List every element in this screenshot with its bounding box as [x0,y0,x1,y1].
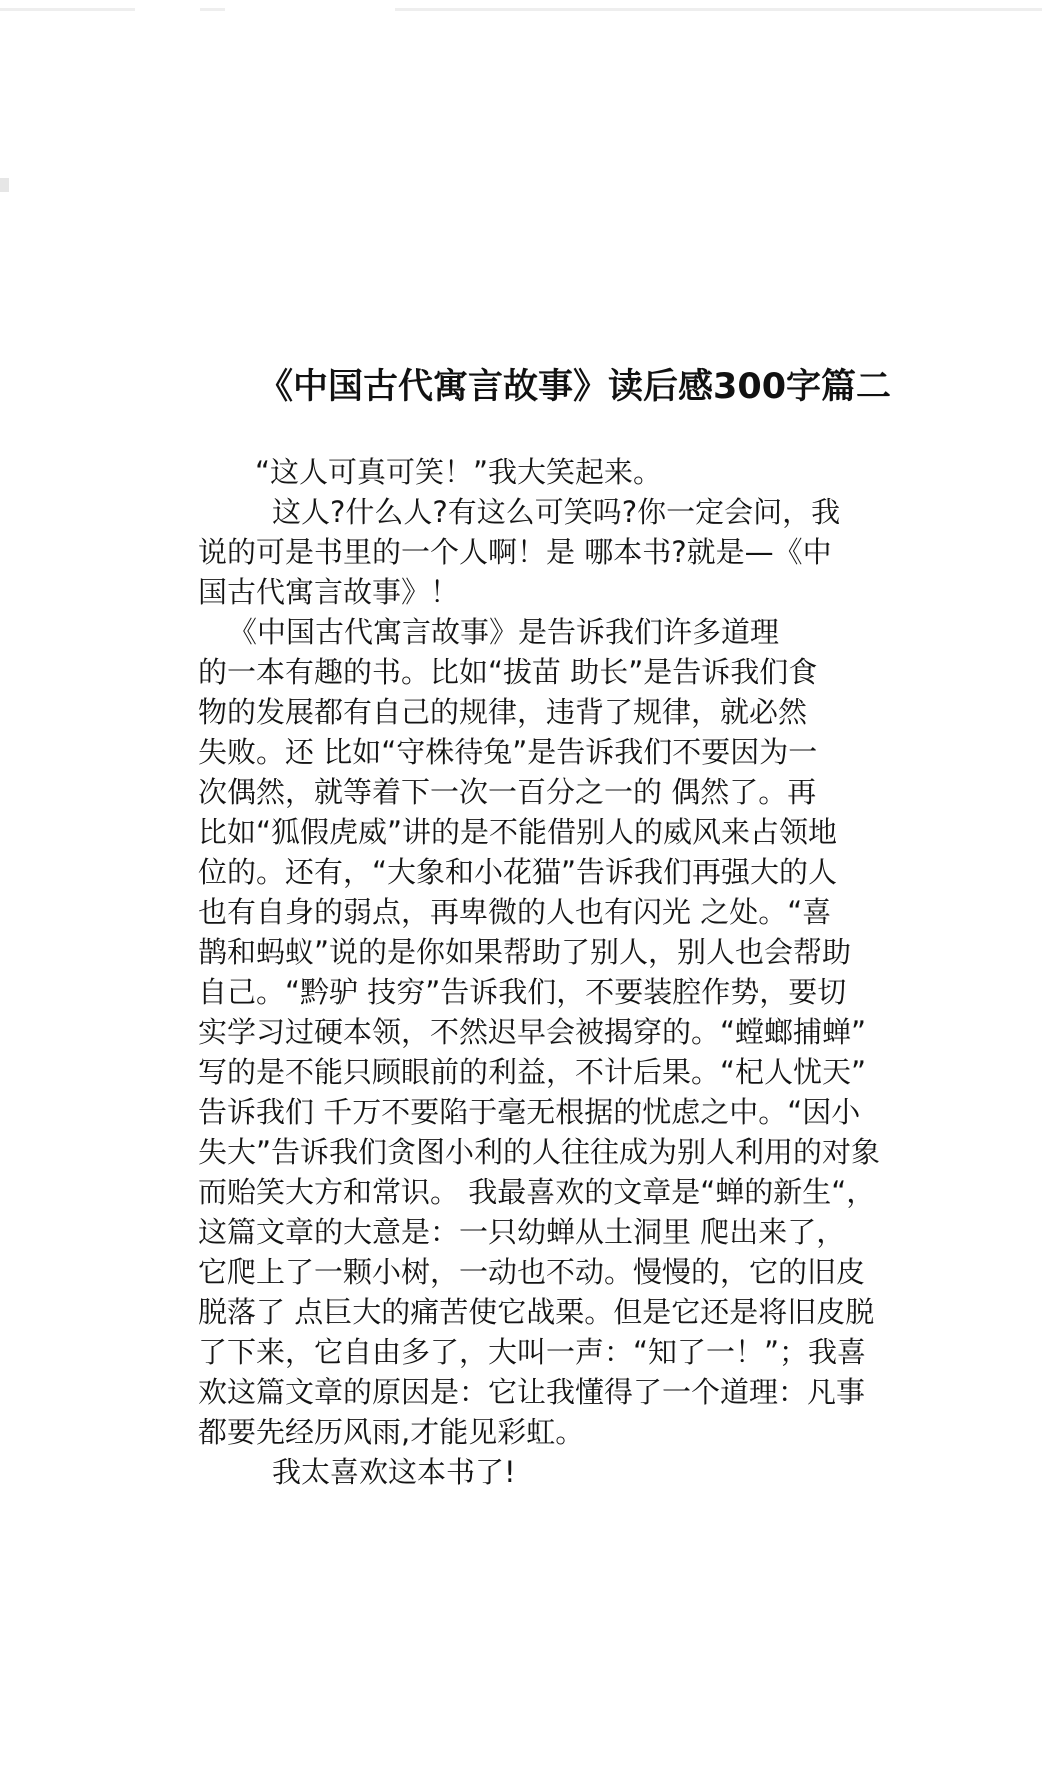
body-line: 比如“狐假虎威”讲的是不能借别人的威风来占领地 [198,815,838,849]
left-edge-mark [0,178,9,192]
body-line: 物的发展都有自己的规律，违背了规律，就必然 [198,695,808,729]
body-line: 这篇文章的大意是：一只幼蝉从土洞里 爬出来了， [198,1215,846,1249]
body-line: 写的是不能只顾眼前的利益，不计后果。“杞人忧天” [198,1055,867,1089]
top-divider-left [0,8,135,11]
body-line: 失大”告诉我们贪图小利的人往往成为别人利用的对象 [198,1135,881,1169]
body-line: 位的。还有，“大象和小花猫”告诉我们再强大的人 [198,855,838,889]
body-line: 实学习过硬本领，不然迟早会被揭穿的。“螳螂捕蝉” [198,1015,867,1049]
body-line: 次偶然，就等着下一次一百分之一的 偶然了。再 [198,775,817,809]
body-line: 失败。还 比如“守株待兔”是告诉我们不要因为一 [198,735,818,769]
body-line: 而贻笑大方和常识。 我最喜欢的文章是“蝉的新生“， [198,1175,876,1209]
body-line: 国古代寓言故事》！ [198,575,460,609]
body-line: 它爬上了一颗小树，一动也不动。慢慢的，它的旧皮 [198,1255,866,1289]
body-line: 这人?什么人?有这么可笑吗?你一定会问，我 [272,495,841,529]
body-line: 都要先经历风雨,才能见彩虹。 [198,1415,585,1449]
body-line: 说的可是书里的一个人啊！是 哪本书?就是—《中 [198,535,832,569]
body-line: 了下来，它自由多了，大叫一声：“知了一！”；我喜 [198,1335,867,1369]
body-line: 《中国古代寓言故事》是告诉我们许多道理 [228,615,780,649]
body-line: 也有自身的弱点，再卑微的人也有闪光 之处。“喜 [198,895,832,929]
body-line: “这人可真可笑！”我大笑起来。 [255,455,663,489]
body-line: 告诉我们 千万不要陷于毫无根据的忧虑之中。“因小 [198,1095,861,1129]
top-divider-right [395,8,1042,11]
body-line: 自己。“黔驴 技穷”告诉我们，不要装腔作势，要切 [198,975,847,1009]
body-line: 我太喜欢这本书了! [272,1455,516,1489]
top-divider-mid [200,8,225,11]
body-line: 鹊和蚂蚁”说的是你如果帮助了别人，别人也会帮助 [198,935,852,969]
body-line: 的一本有趣的书。比如“拔苗 助长”是告诉我们食 [198,655,818,689]
body-line: 欢这篇文章的原因是：它让我懂得了一个道理：凡事 [198,1375,866,1409]
document-title: 《中国古代寓言故事》读后感300字篇二 [258,367,892,407]
body-line: 脱落了 点巨大的痛苦使它战栗。但是它还是将旧皮脱 [198,1295,875,1329]
